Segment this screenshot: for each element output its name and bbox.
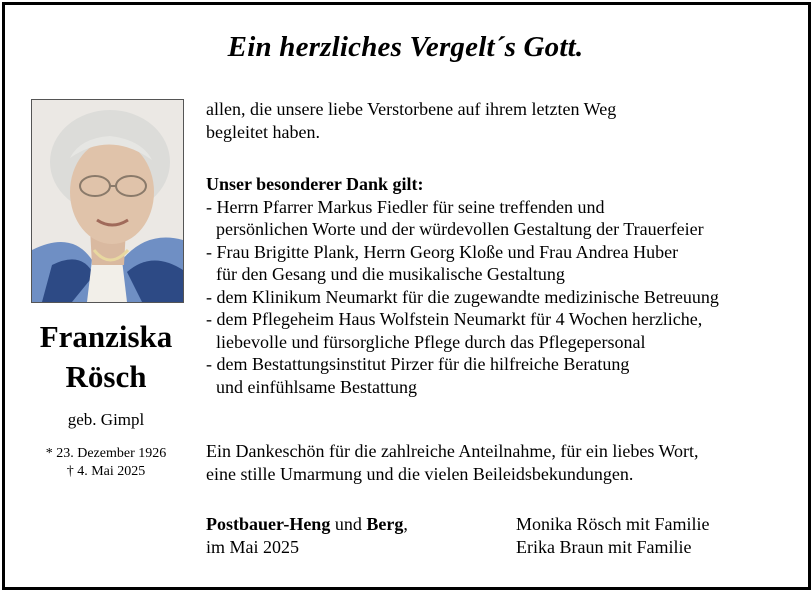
life-dates — [0, 445, 212, 481]
thanks-line: - Frau Brigitte Plank, Herrn Georg Kloße und Frau Andrea Huber — [206, 241, 679, 262]
notice-date: im Mai 2025 — [206, 536, 299, 557]
thanks-heading: Unser besonderer Dank gilt: — [206, 174, 424, 194]
closing-text — [206, 440, 699, 485]
thanks-line: - dem Pflegeheim Haus Wolfstein Neumarkt für 4 Wochen herzliche, — [206, 309, 703, 329]
town-name: Postbauer-Heng — [206, 514, 331, 534]
thanks-line: persönlichen Worte und der würdevollen Gestaltung der Trauerfeier — [216, 219, 704, 239]
thanks-section — [206, 173, 719, 398]
intro-text — [206, 98, 616, 143]
signer: Erika Braun mit Familie — [516, 536, 692, 557]
portrait-photo — [31, 99, 184, 303]
thanks-line: und einfühlsame Bestattung — [216, 376, 417, 397]
place-conjunction: und — [330, 514, 367, 534]
deceased-last-name: Rösch — [65, 359, 147, 394]
place-and-date — [206, 513, 408, 558]
thanks-line: - dem Bestattungsinstitut Pirzer für die hilfreiche Beratung — [206, 354, 630, 374]
portrait-illustration — [32, 100, 183, 302]
thanks-line: - dem Klinikum Neumarkt für die zugewandte medizinische Betreuung — [206, 286, 719, 307]
death-date: † 4. Mai 2025 — [66, 464, 146, 479]
deceased-first-name: Franziska — [39, 319, 173, 354]
closing-line: eine stille Umarmung und die vielen Beileidsbekundungen. — [206, 463, 634, 484]
notice-title: Ein herzliches Vergelt´s Gott. — [227, 31, 584, 63]
thanks-line: - Herrn Pfarrer Markus Fiedler für seine treffenden und — [206, 196, 605, 217]
birth-date: * 23. Dezember 1926 — [45, 446, 167, 461]
place-line — [206, 513, 408, 536]
intro-line: begleitet haben. — [206, 121, 320, 142]
intro-line: allen, die unsere liebe Verstorbene auf ihrem letzten Weg — [206, 99, 617, 119]
place-comma: , — [403, 514, 408, 534]
thanks-line: für den Gesang und die musikalische Gestaltung — [216, 264, 565, 284]
thanks-line: liebevolle und fürsorgliche Pflege durch das Pflegepersonal — [216, 331, 646, 352]
maiden-name: geb. Gimpl — [67, 410, 145, 429]
signers — [516, 513, 710, 558]
town-name: Berg — [366, 514, 404, 534]
signer: Monika Rösch mit Familie — [516, 514, 710, 534]
closing-line: Ein Dankeschön für die zahlreiche Anteilnahme, für ein liebes Wort, — [206, 441, 699, 461]
